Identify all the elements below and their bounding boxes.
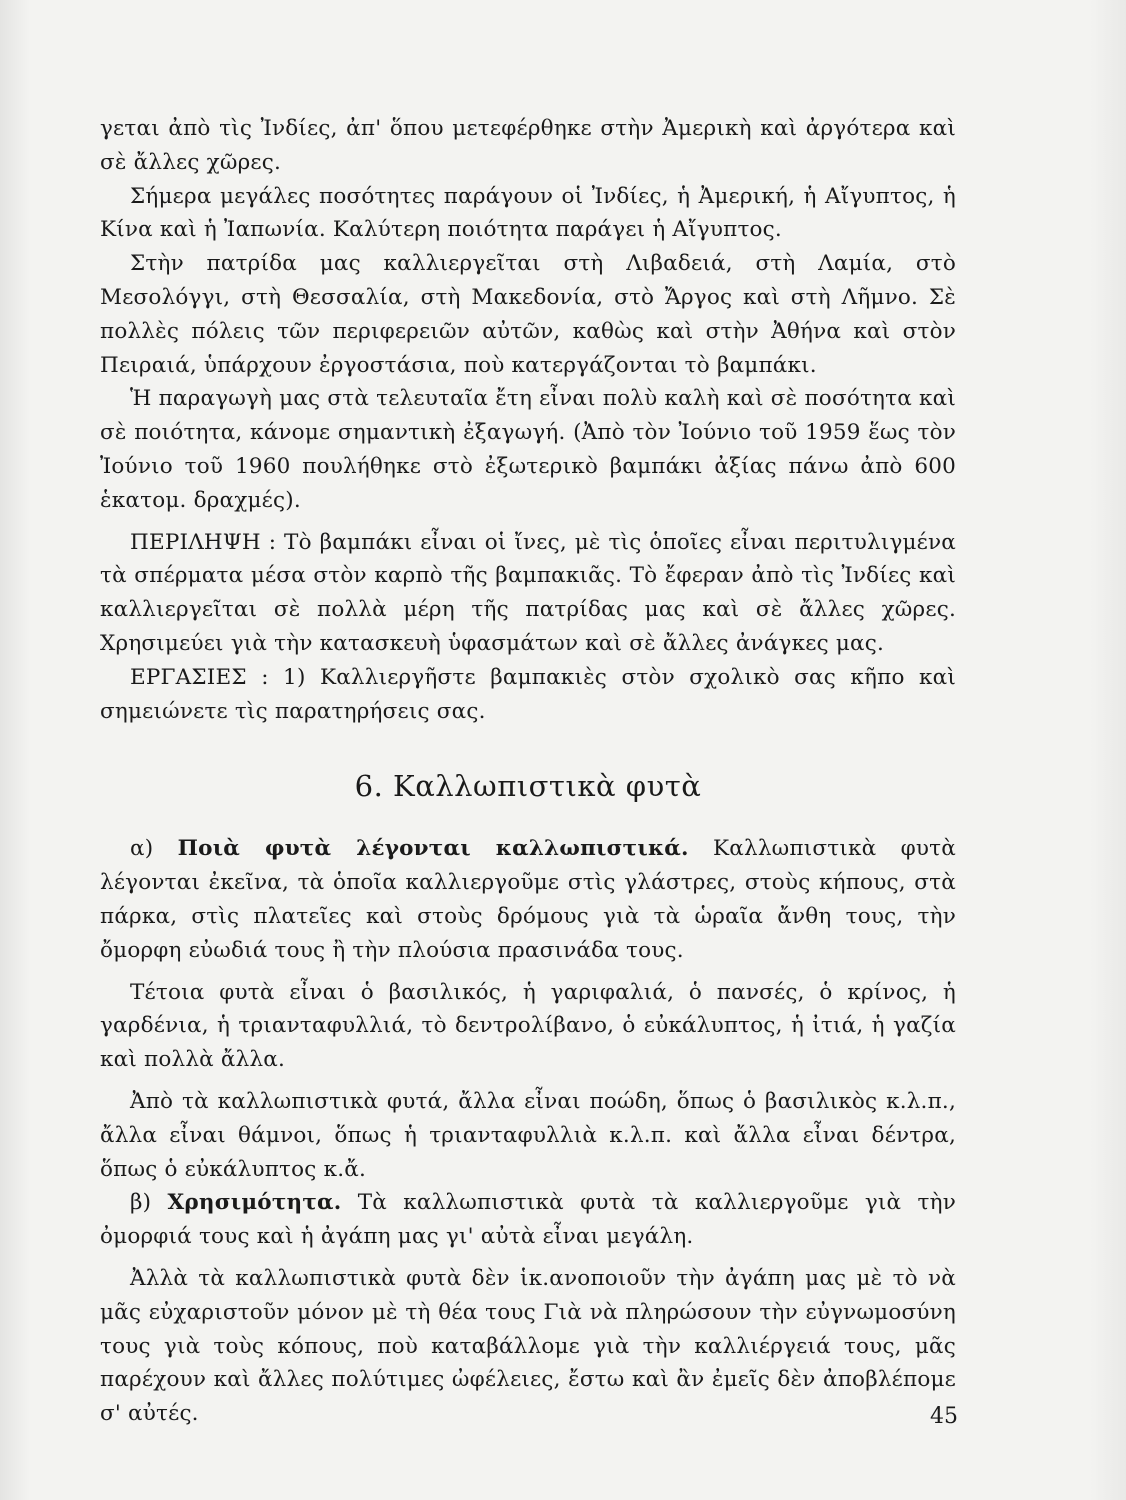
item-label-b: β) [130,1190,168,1216]
paragraph-production: Ἡ παραγωγὴ μας στὰ τελευταῖα ἔτη εἶναι πολὺ καλὴ καὶ σὲ ποσότητα καὶ σὲ ποιότητα, κάνομε σημαντικὴ ἐξαγωγή. (Ἀπὸ τὸν Ἰούνιο τοῦ 1959 ἕως τὸν Ἰούνιο τοῦ 1960 πουλήθηκε στὸ ἐξωτερικὸ βαμπάκι ἀξίας πάνω ἀπὸ 600 ἑκατομ. δραχμές). [100,386,956,513]
paragraph-continuation: γεται ἀπὸ τὶς Ἰνδίες, ἀπ' ὅπου μετεφέρθηκε στὴν Ἀμερικὴ καὶ ἀργότερα καὶ σὲ ἄλλες χῶρες. [100,116,956,175]
page-number: 45 [930,1404,958,1429]
paragraph-definition [100,832,956,967]
paragraph-examples: Τέτοια φυτὰ εἶναι ὁ βασιλικός, ἡ γαριφαλιά, ὁ πανσές, ὁ κρίνος, ἡ γαρδένια, ἡ τριανταφυλλιά, τὸ δεντρολίβανο, ὁ εὐκάλυπτος, ἡ ἰτιά, ἡ γαζία καὶ πολλὰ ἄλλα. [100,979,956,1073]
page-body [100,112,956,1431]
definition-text: Καλλωπιστικὰ φυτὰ λέγονται ἐκεῖνα, τὰ ὁποῖα καλλιεργοῦμε στὶς γλάστρες, στοὺς κήπους, στὰ πάρκα, στὶς πλατεῖες καὶ στοὺς δρόμους γιὰ τὰ ὡραῖα ἄνθη τους, τὴν ὄμορφη εὐωδιά τους ἢ τὴν πλούσια πρασινάδα τους. [100,836,956,963]
section-heading: 6. Καλλωπιστικὰ φυτὰ [354,769,702,804]
paragraph-summary: ΠΕΡΙΛΗΨΗ : Τὸ βαμπάκι εἶναι οἱ ἴνες, μὲ τὶς ὁποῖες εἶναι περιτυλιγμένα τὰ σπέρματα μέσα στὸν καρπὸ τῆς βαμπακιᾶς. Τὸ ἔφεραν ἀπὸ τὶς Ἰνδίες καὶ καλλιεργεῖται σὲ πολλὰ μέρη τῆς πατρίδας μας καὶ σὲ ἄλλες χῶρες. Χρησιμεύει γιὰ τὴν κατασκευὴ ὑφασμάτων καὶ σὲ ἄλλες ἀνάγκες μας. [100,529,956,656]
paragraph-usefulness [100,1186,956,1254]
subheading-definition: Ποιὰ φυτὰ λέγονται καλλωπιστικά. [177,836,689,862]
paragraph-producers: Σήμερα μεγάλες ποσότητες παράγουν οἱ Ἰνδίες, ἡ Ἀμερική, ἡ Αἴγυπτος, ἡ Κίνα καὶ ἡ Ἰαπωνία. Καλύτερη ποιότητα παράγει ἡ Αἴγυπτος. [100,183,956,243]
paragraph-cultivation: Στὴν πατρίδα μας καλλιεργεῖται στὴ Λιβαδειά, στὴ Λαμία, στὸ Μεσολόγγι, στὴ Θεσσαλία, στὴ Μακεδονία, στὸ Ἄργος καὶ στὴ Λῆμνο. Σὲ πολλὲς πόλεις τῶν περιφερειῶν αὐτῶν, καθὼς καὶ στὴν Ἀθήνα καὶ στὸν Πειραιά, ὑπάρχουν ἐργοστάσια, ποὺ κατεργάζονται τὸ βαμπάκι. [100,251,956,378]
usefulness-text: Τὰ καλλωπιστικὰ φυτὰ τὰ καλλιεργοῦμε γιὰ τὴν ὀμορφιά τους καὶ ἡ ἀγάπη μας γι' αὐτὰ εἶναι μεγάλη. [100,1190,956,1250]
paragraph-exercises: ΕΡΓΑΣΙΕΣ : 1) Καλλιεργῆστε βαμπακιὲς στὸν σχολικὸ σας κῆπο καὶ σημειώνετε τὶς παρατηρήσεις σας. [100,664,956,724]
item-label-a: α) [130,836,178,862]
paragraph-benefits: Ἀλλὰ τὰ καλλωπιστικὰ φυτὰ δὲν ἱκ.ανοποιοῦν τὴν ἀγάπη μας μὲ τὸ νὰ μᾶς εὐχαριστοῦν μόνον μὲ τὴ θέα τους Γιὰ νὰ πληρώσουν τὴν εὐγνωμοσύνη τους γιὰ τοὺς κόπους, ποὺ καταβάλλομε γιὰ τὴν καλλιέργειά τους, μᾶς παρέχουν καὶ ἄλλες πολύτιμες ὠφέλειες, ἔστω καὶ ἂν ἐμεῖς δὲν ἀποβλέπομε σ' αὐτές. [100,1265,956,1427]
subheading-usefulness: Χρησιμότητα. [167,1190,342,1216]
paragraph-types: Ἀπὸ τὰ καλλωπιστικὰ φυτά, ἄλλα εἶναι ποώδη, ὅπως ὁ βασιλικὸς κ.λ.π., ἄλλα εἶναι θάμνοι, ὅπως ἡ τριανταφυλλιὰ κ.λ.π. καὶ ἄλλα εἶναι δέντρα, ὅπως ὁ εὐκάλυπτος κ.ἄ. [100,1088,956,1182]
